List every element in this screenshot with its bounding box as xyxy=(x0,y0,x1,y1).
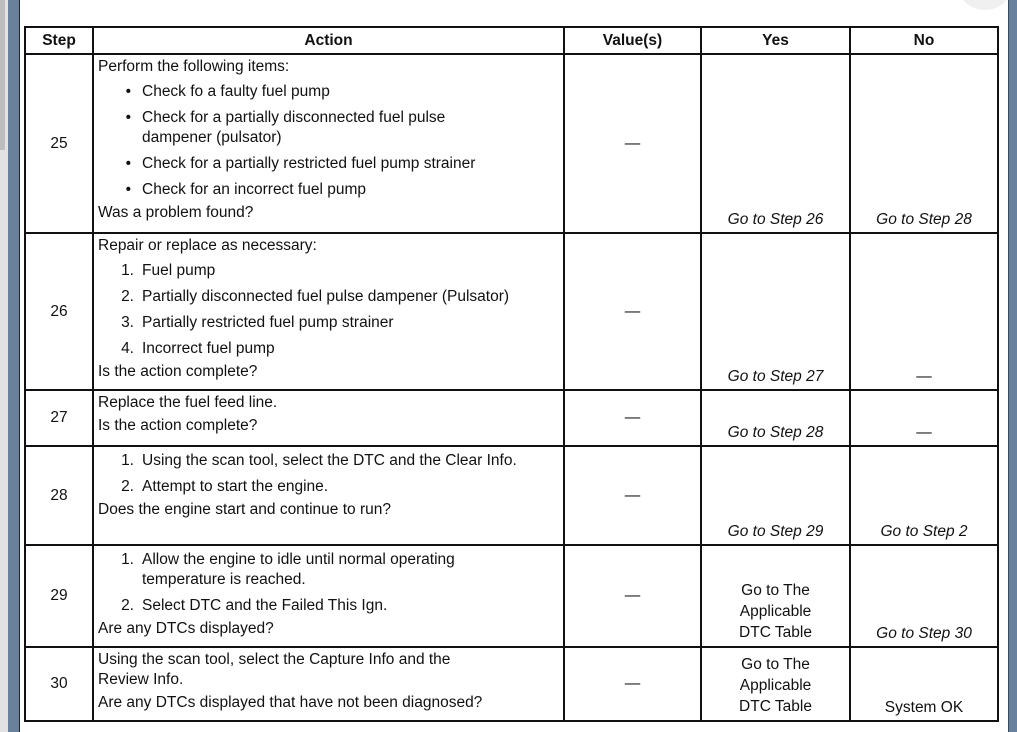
step-number: 30 xyxy=(25,647,93,721)
action-item-text: Allow the engine to idle until normal operating temperature is reached. xyxy=(142,551,455,588)
item-number: 1. xyxy=(121,262,134,279)
bullet-icon: • xyxy=(125,181,131,198)
action-item-text: Select DTC and the Failed This Ign. xyxy=(142,597,388,614)
value-cell xyxy=(564,233,701,390)
action-item xyxy=(98,82,559,102)
action-item xyxy=(98,108,559,148)
window-left-edge-shade xyxy=(0,0,5,150)
action-item xyxy=(98,477,559,497)
page-corner-shadow xyxy=(960,0,1010,10)
no-cell: Go to Step 2 xyxy=(850,446,998,545)
item-number: 2. xyxy=(121,478,134,495)
action-item-text: Attempt to start the engine. xyxy=(142,478,329,495)
yes-cell: Go to Step 29 xyxy=(701,446,850,545)
action-item-text: Incorrect fuel pump xyxy=(142,340,275,357)
value-dash: — xyxy=(624,409,641,426)
action-item xyxy=(98,154,559,174)
value-cell xyxy=(564,545,701,647)
yes-cell: Go to Step 28 xyxy=(701,390,850,446)
action-item-text: Using the scan tool, select the DTC and the Clear Info. xyxy=(142,452,517,469)
action-question: Are any DTCs displayed that have not been diagnosed? xyxy=(98,694,483,711)
value-cell xyxy=(564,446,701,545)
header-values: Value(s) xyxy=(564,27,701,54)
action-cell xyxy=(93,54,564,233)
value-dash: — xyxy=(624,134,641,152)
action-cell xyxy=(93,390,564,446)
action-intro: Using the scan tool, select the Capture Info and the Review Info. xyxy=(98,651,451,688)
yes-cell: Go to The Applicable DTC Table xyxy=(701,647,850,721)
no-cell: System OK xyxy=(850,647,998,721)
table-row xyxy=(25,545,998,647)
action-item xyxy=(98,313,559,333)
diagnostic-table xyxy=(24,26,999,722)
header-step: Step xyxy=(25,27,93,54)
value-cell xyxy=(564,54,701,233)
table-row xyxy=(25,233,998,390)
bullet-icon: • xyxy=(125,109,131,126)
header-yes: Yes xyxy=(701,27,850,54)
bullet-icon: • xyxy=(125,155,131,172)
no-cell: Go to Step 28 xyxy=(850,54,998,233)
action-item xyxy=(98,596,559,616)
step-number: 29 xyxy=(25,545,93,647)
action-item xyxy=(98,261,559,281)
table-row xyxy=(25,647,998,721)
header-action: Action xyxy=(93,27,564,54)
action-item-text: Fuel pump xyxy=(142,262,216,279)
action-cell xyxy=(93,233,564,390)
step-number: 27 xyxy=(25,390,93,446)
action-item xyxy=(98,287,559,307)
table-row xyxy=(25,390,998,446)
value-dash: — xyxy=(624,675,641,692)
item-number: 1. xyxy=(121,551,134,568)
yes-cell: Go to The Applicable DTC Table xyxy=(701,545,850,647)
action-question: Does the engine start and continue to run? xyxy=(98,501,391,518)
table-row xyxy=(25,446,998,545)
no-cell: — xyxy=(850,390,998,446)
action-item-text: Check for a partially disconnected fuel pulse dampener (pulsator) xyxy=(142,109,446,146)
action-question: Are any DTCs displayed? xyxy=(98,620,274,637)
action-question: Was a problem found? xyxy=(98,204,254,221)
viewer-left-frame xyxy=(8,0,20,732)
action-item-text: Partially disconnected fuel pulse dampener (Pulsator) xyxy=(142,288,510,305)
action-item xyxy=(98,451,559,471)
no-cell: Go to Step 30 xyxy=(850,545,998,647)
table-row xyxy=(25,54,998,233)
action-question: Is the action complete? xyxy=(98,417,258,434)
action-question: Is the action complete? xyxy=(98,363,258,380)
value-cell xyxy=(564,647,701,721)
yes-cell: Go to Step 27 xyxy=(701,233,850,390)
yes-cell: Go to Step 26 xyxy=(701,54,850,233)
item-number: 2. xyxy=(121,597,134,614)
action-intro: Replace the fuel feed line. xyxy=(98,394,278,411)
value-dash: — xyxy=(624,302,641,320)
no-cell: — xyxy=(850,233,998,390)
action-intro: Repair or replace as necessary: xyxy=(98,237,317,254)
action-item-text: Check for a partially restricted fuel pump strainer xyxy=(142,155,476,172)
value-dash: — xyxy=(624,486,641,504)
header-no: No xyxy=(850,27,998,54)
action-cell xyxy=(93,446,564,545)
item-number: 2. xyxy=(121,288,134,305)
value-dash: — xyxy=(624,587,641,604)
step-number: 26 xyxy=(25,233,93,390)
action-item xyxy=(98,180,559,200)
bullet-icon: • xyxy=(125,83,131,100)
viewer-right-frame xyxy=(1008,0,1017,732)
action-item-text: Check for an incorrect fuel pump xyxy=(142,181,366,198)
action-cell xyxy=(93,545,564,647)
action-item xyxy=(98,550,559,590)
action-cell xyxy=(93,647,564,721)
step-number: 28 xyxy=(25,446,93,545)
item-number: 3. xyxy=(121,314,134,331)
action-item xyxy=(98,339,559,359)
action-item-text: Check fo a faulty fuel pump xyxy=(142,83,330,100)
table-header-row xyxy=(25,27,998,54)
item-number: 4. xyxy=(121,340,134,357)
value-cell xyxy=(564,390,701,446)
action-item-text: Partially restricted fuel pump strainer xyxy=(142,314,394,331)
action-intro: Perform the following items: xyxy=(98,58,290,75)
step-number: 25 xyxy=(25,54,93,233)
item-number: 1. xyxy=(121,452,134,469)
